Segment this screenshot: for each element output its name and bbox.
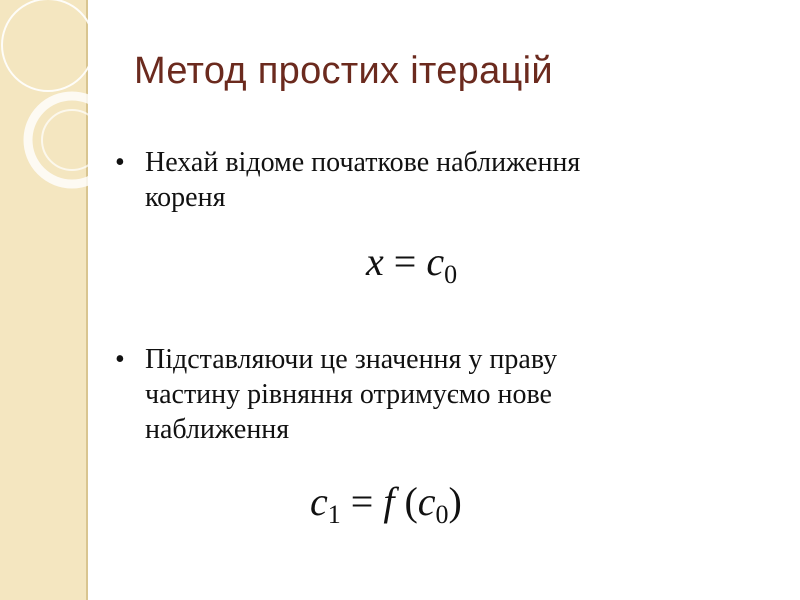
formula-variable: c <box>417 479 436 524</box>
formula-equals: = <box>383 239 427 284</box>
bullet-marker: • <box>115 147 125 178</box>
bullet-line: Нехай відоме початкове наближення <box>145 147 581 178</box>
formula-variable: x <box>366 239 384 284</box>
formula-subscript: 1 <box>327 500 341 529</box>
ring-thick <box>28 96 100 184</box>
formula-subscript: 0 <box>435 500 449 529</box>
ring-large-outline <box>2 0 94 91</box>
ring-inner <box>42 110 100 170</box>
formula-iteration-step <box>310 478 462 530</box>
bullet-line: частину рівняння отримуємо нове <box>145 379 552 410</box>
bullet-text <box>145 342 745 447</box>
formula-variable: c <box>426 239 445 284</box>
formula-variable: c <box>310 479 328 524</box>
bullet-line: кореня <box>145 182 226 213</box>
decorative-rings <box>0 0 100 220</box>
formula-paren-close: ) <box>448 479 462 524</box>
bullet-line: Підставляючи це значення у праву <box>145 344 558 375</box>
formula-paren-open: ( <box>394 479 418 524</box>
formula-function: f <box>383 479 395 524</box>
formula-subscript: 0 <box>444 260 458 289</box>
bullet-marker: • <box>115 344 125 375</box>
slide-title: Метод простих ітерацій <box>134 50 553 92</box>
bullet-text <box>145 145 745 215</box>
bullet-line: наближення <box>145 414 290 445</box>
formula-equals: = <box>340 479 384 524</box>
formula-initial-approximation <box>366 238 457 290</box>
